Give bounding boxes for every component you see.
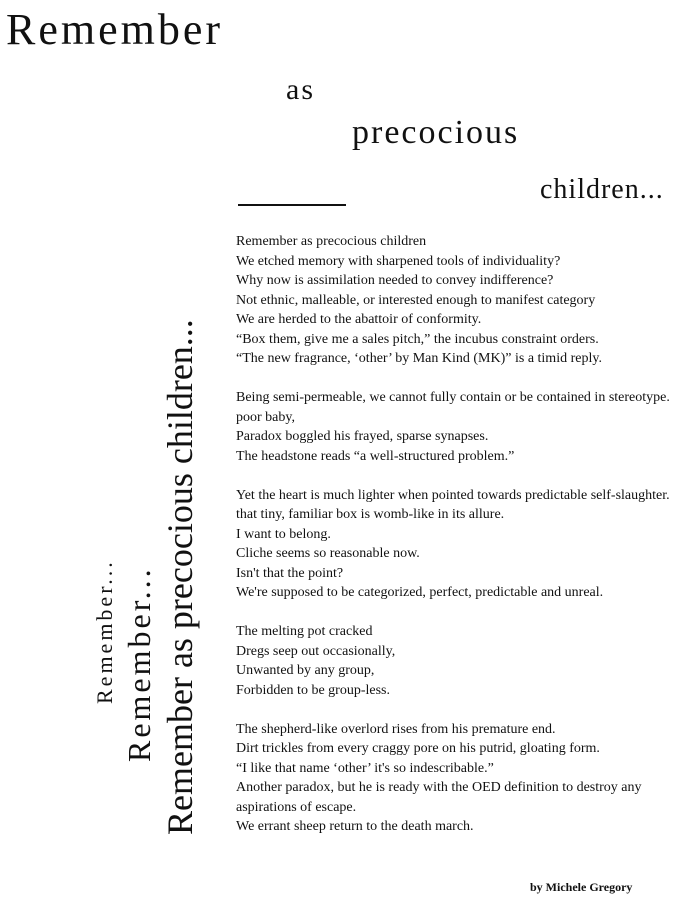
- poem-line: “I like that name ‘other’ it's so indescribable.”: [236, 760, 494, 776]
- poem-line: Not ethnic, malleable, or interested enough to manifest category: [236, 292, 596, 308]
- poem-line: Why now is assimilation needed to convey indifference?: [236, 273, 554, 288]
- poem-line: Cliche seems so reasonable now.: [236, 546, 420, 561]
- poem-line: Paradox boggled his frayed, sparse synapses.: [236, 429, 489, 444]
- poem-line: Unwanted by any group,: [236, 663, 375, 678]
- title-word-children: children...: [540, 174, 664, 205]
- poem-line: We're supposed to be categorized, perfect, predictable and unreal.: [236, 585, 604, 600]
- page-title: Remember: [6, 5, 224, 54]
- author-byline: by Michele Gregory: [530, 880, 633, 894]
- poem-line: that tiny, familiar box is womb-like in its allure.: [236, 507, 505, 522]
- poem-line: The melting pot cracked: [236, 624, 373, 639]
- poem-line: poor baby,: [236, 409, 295, 425]
- stanza-3: [236, 486, 696, 603]
- vertical-title-line-1: Remember...: [92, 559, 117, 704]
- poem-line: “The new fragrance, ‘other’ by Man Kind (MK)” is a timid reply.: [236, 351, 602, 366]
- poem-line: Forbidden to be group-less.: [236, 682, 390, 698]
- poem-line: We are herded to the abattoir of conformity.: [236, 312, 482, 327]
- vertical-title-line-2: Remember...: [121, 566, 157, 762]
- poem-body: [236, 232, 696, 856]
- divider-rule: [238, 204, 346, 206]
- stanza-4: [236, 622, 696, 700]
- title-word-as: as: [286, 73, 315, 106]
- poem-line: Dregs seep out occasionally,: [236, 643, 396, 659]
- poem-line: Isn't that the point?: [236, 565, 344, 581]
- stanza-1: [236, 232, 696, 369]
- poem-line: Yet the heart is much lighter when pointed towards predictable self-slaughter.: [236, 487, 670, 503]
- poem-line: The shepherd-like overlord rises from his premature end.: [236, 721, 556, 737]
- poem-line: We etched memory with sharpened tools of individuality?: [236, 253, 561, 269]
- poem-line: Dirt trickles from every craggy pore on his putrid, gloating form.: [236, 741, 600, 756]
- poem-line: Being semi-permeable, we cannot fully contain or be contained in stereotype.: [236, 390, 670, 405]
- stanza-2: [236, 388, 696, 466]
- poem-line: I want to belong.: [236, 526, 331, 542]
- vertical-title-line-3: Remember as precocious children...: [160, 319, 200, 835]
- poem-line: Remember as precocious children: [236, 234, 427, 249]
- title-word-precocious: precocious: [352, 114, 520, 151]
- poem-line: We errant sheep return to the death march.: [236, 819, 474, 834]
- poem-line: “Box them, give me a sales pitch,” the incubus constraint orders.: [236, 331, 599, 347]
- poem-line: Another paradox, but he is ready with the OED definition to destroy any aspirations of escape.: [236, 780, 642, 815]
- stanza-5: [236, 720, 696, 837]
- poem-line: The headstone reads “a well-structured problem.”: [236, 448, 515, 464]
